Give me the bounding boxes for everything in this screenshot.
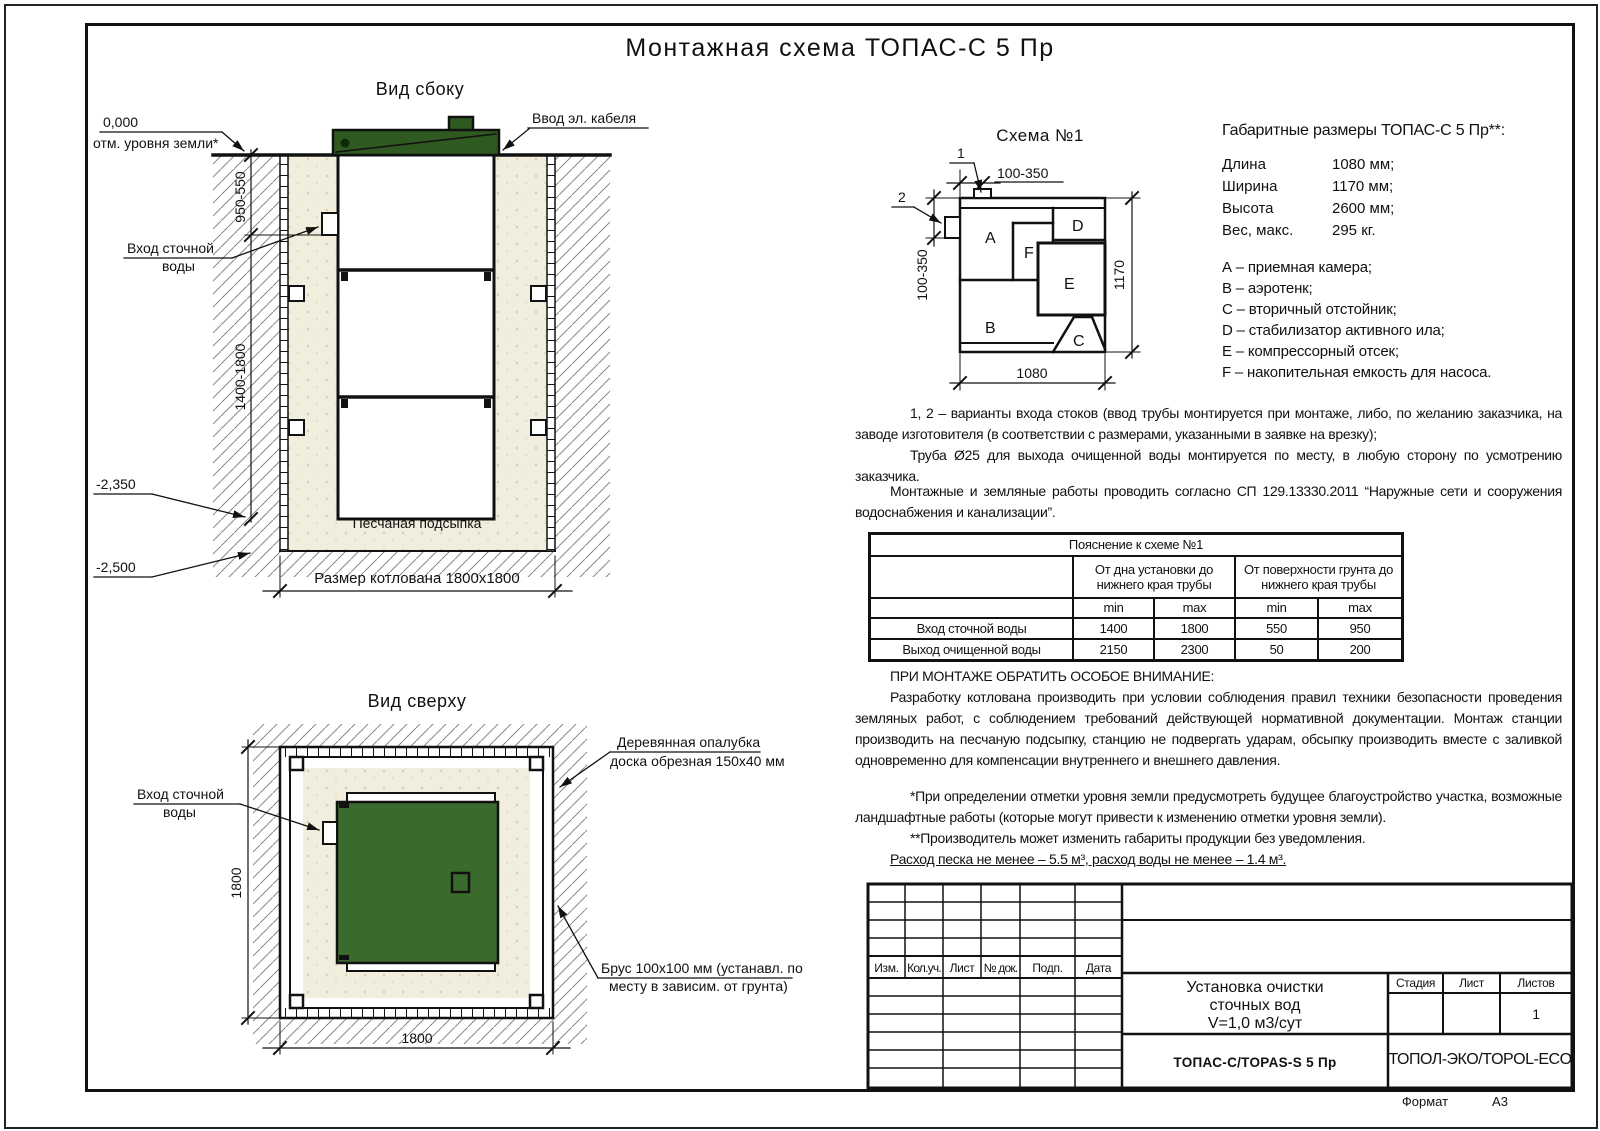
spec-label: Ширина (1222, 178, 1278, 195)
schema-bottom-dimension (950, 354, 1115, 390)
consumption-text: Расход песка не менее – 5.5 м³, расход воды не менее – 1.4 м³. (890, 851, 1287, 867)
spec-value: 1170 мм; (1332, 178, 1394, 195)
cell-value: 2150 (1073, 639, 1154, 661)
row-label: Вход сточной воды (870, 618, 1074, 639)
beam-callout (558, 906, 803, 994)
note-sp-standard (855, 481, 1562, 523)
inlet-pipe-side (322, 213, 338, 235)
schema-top-stub (974, 189, 991, 198)
side-view-drawing (93, 79, 648, 597)
zero-mark: 0,000 (103, 114, 139, 130)
sheet-title: Монтажная схема ТОПАС-С 5 Пр (625, 34, 1055, 62)
top-view-drawing (134, 691, 803, 1054)
vent-top (452, 873, 469, 892)
cable-entry-label: Ввод эл. кабеля (532, 110, 637, 126)
spec-row (1222, 200, 1562, 217)
compartment-c: C (1073, 333, 1085, 350)
model-designation: ТОПАС-С/TOPAS-S 5 Пр (1173, 1055, 1337, 1070)
note-text: Труба Ø25 для выхода очищенной воды монтируется по месту, в любую сторону по усмотрению заказчика. (855, 447, 1562, 484)
column-group-header: От поверхности грунта до нижнего края трубы (1235, 556, 1403, 598)
stamp-col-list: Лист (949, 961, 975, 975)
schema-left-stub (945, 217, 960, 238)
top-view-dim-left: 1800 (228, 867, 244, 899)
legend-item: F – накопительная емкость для насоса. (1222, 364, 1492, 381)
table-title: Пояснение к схеме №1 (870, 534, 1403, 556)
note-inlet-variants (855, 403, 1562, 487)
legend-item: В – аэротенк; (1222, 280, 1313, 297)
ground-level-label: отм. уровня земли* (93, 135, 219, 151)
legend-item: D – стабилизатор активного ила; (1222, 322, 1445, 339)
table-row (870, 618, 1403, 639)
lid-hinge-bottom (339, 955, 349, 960)
stamp-col-koluch: Кол.уч. (907, 961, 941, 975)
legend-item: E – компрессорный отсек; (1222, 343, 1399, 360)
tank-side (338, 155, 494, 519)
document-title-line3: V=1,0 м3/сут (1207, 1015, 1303, 1032)
formwork-callout (560, 734, 785, 787)
format-value: А3 (1492, 1094, 1508, 1109)
format-label: Формат (1401, 1094, 1449, 1109)
inlet-label-line1: Вход сточной (127, 240, 214, 256)
spec-label: Вес, макс. (1222, 222, 1294, 239)
stage-header: Стадия (1395, 976, 1436, 990)
schema-right-dimension (1105, 192, 1140, 358)
mark-2500: -2,500 (96, 559, 136, 575)
top-view-title: Вид сверху (367, 691, 467, 711)
empty-cell (870, 598, 1074, 618)
stamp-col-data: Дата (1085, 961, 1112, 975)
cell-value: 200 (1318, 639, 1403, 661)
sheet-header: Лист (1459, 976, 1484, 990)
schema-top-dimension (947, 165, 1063, 196)
min-header: min (1235, 598, 1318, 618)
marker2-label: 2 (898, 189, 906, 205)
sheets-value: 1 (1532, 1006, 1540, 1022)
cell-value: 950 (1318, 618, 1403, 639)
specs-heading: Габаритные размеры ТОПАС-С 5 Пр**: (1222, 122, 1505, 139)
inlet-pipe-top (323, 822, 337, 844)
company-name: ТОПОЛ-ЭКО/TOPOL-ECO (1388, 1051, 1572, 1068)
inlet-label-line2: воды (163, 804, 196, 820)
spec-value: 2600 мм; (1332, 200, 1395, 217)
table-corner-cell (870, 556, 1074, 598)
column-group-header: От дна установки до нижнего края трубы (1073, 556, 1235, 598)
compartment-f: F (1024, 245, 1034, 262)
schema-dim-bottom: 1080 (1016, 365, 1048, 381)
inlet-label-line1: Вход сточной (137, 786, 224, 802)
spec-label: Высота (1222, 200, 1274, 217)
explanation-table (868, 532, 1404, 662)
formwork-label-line1: Деревянная опалубка (617, 734, 761, 750)
formwork-label-line2: доска обрезная 150х40 мм (610, 753, 785, 769)
cell-value: 550 (1235, 618, 1318, 639)
schema-left-dimension (914, 190, 960, 301)
tank-lid-top (337, 802, 498, 963)
compartment-d: D (1072, 218, 1084, 235)
compartment-e: E (1064, 276, 1075, 293)
min-header: min (1073, 598, 1154, 618)
attention-title: ПРИ МОНТАЖЕ ОБРАТИТЬ ОСОБОЕ ВНИМАНИЕ: (890, 668, 1215, 684)
note-attention (855, 666, 1562, 771)
footnote-text: *При определении отметки уровня земли предусмотреть будущее благоустройство участка, возможные ландшафтные работы (которые могут привести к изменению отметки уровня земли). (855, 788, 1562, 825)
sheets-header: Листов (1517, 976, 1555, 990)
side-view-title: Вид сбоку (375, 79, 465, 99)
top-view-dim-bottom: 1800 (401, 1030, 433, 1046)
spec-value: 295 кг. (1332, 222, 1376, 239)
stamp-col-ndok: № док. (983, 961, 1018, 975)
compartment-legend (1222, 259, 1562, 381)
spec-label: Длина (1222, 156, 1266, 173)
table-row (870, 639, 1403, 661)
spec-value: 1080 мм; (1332, 156, 1395, 173)
cell-value: 50 (1235, 639, 1318, 661)
dim-1400-1800: 1400-1800 (232, 343, 248, 411)
cell-value: 1800 (1154, 618, 1235, 639)
pit-size-label: Размер котлована 1800х1800 (314, 570, 520, 587)
lid-hinge-top (339, 803, 349, 808)
zero-mark-callout (93, 114, 244, 151)
schema-marker1 (950, 145, 981, 192)
max-header: max (1318, 598, 1403, 618)
max-header: max (1154, 598, 1235, 618)
specs-block (1222, 122, 1562, 385)
spec-row (1222, 156, 1562, 173)
attention-body: Разработку котлована производить при условии соблюдения правил техники безопасности проведения земляных работ, с соблюдением требований действующей нормативной документации. Монтаж станции производить на песчаную подсыпку, станцию не подвергать ударам, обсыпку производить вместе с заливкой одновременно для компенсации внутреннего и внешнего давления. (855, 689, 1562, 768)
compartment-b: B (985, 320, 996, 337)
schema-title: Схема №1 (996, 126, 1084, 145)
compartment-a: A (985, 230, 996, 247)
legend-item: А – приемная камера; (1222, 259, 1372, 276)
document-title (1122, 979, 1388, 1033)
note-footnotes (855, 786, 1562, 849)
spec-row (1222, 222, 1562, 239)
note-consumption (890, 849, 1570, 870)
row-label: Выход очищенной воды (870, 639, 1074, 661)
dim-950-550: 950-550 (232, 171, 248, 223)
legend-item: С – вторичный отстойник; (1222, 301, 1397, 318)
beam-label-line1: Брус 100х100 мм (устанавл. по (601, 960, 803, 976)
schema-dim-top: 100-350 (997, 165, 1049, 181)
sand-backfill-label: Песчаная подсыпка (352, 515, 482, 531)
tank-lid (333, 117, 499, 155)
note-text: 1, 2 – варианты входа стоков (ввод трубы монтируется при монтаже, либо, по желанию заказчика, на заводе изготовителя (в соответствии с размерами, указанными в заявке на врезку); (855, 405, 1562, 442)
mark-2350: -2,350 (96, 476, 136, 492)
schema-dim-right: 1170 (1111, 259, 1127, 291)
schema-drawing (892, 126, 1140, 390)
document-title-line1: Установка очистки (1186, 979, 1324, 996)
document-title-line2: сточных вод (1209, 997, 1301, 1014)
schema-dim-left: 100-350 (914, 249, 930, 301)
stamp-col-podp: Подп. (1032, 961, 1063, 975)
cable-entry-callout (503, 110, 648, 150)
marker1-label: 1 (957, 145, 965, 161)
beam-label-line2: месту в зависим. от грунта) (609, 978, 788, 994)
stamp-col-izm: Изм. (874, 961, 899, 975)
cell-value: 2300 (1154, 639, 1235, 661)
note-text: Монтажные и земляные работы проводить согласно СП 129.13330.2011 “Наружные сети и сооружения водоснабжения и канализации”. (855, 483, 1562, 520)
footnote-text: **Производитель может изменить габариты продукции без уведомления. (910, 830, 1366, 846)
cell-value: 1400 (1073, 618, 1154, 639)
spec-row (1222, 178, 1562, 195)
inlet-label-line2: воды (162, 258, 195, 274)
